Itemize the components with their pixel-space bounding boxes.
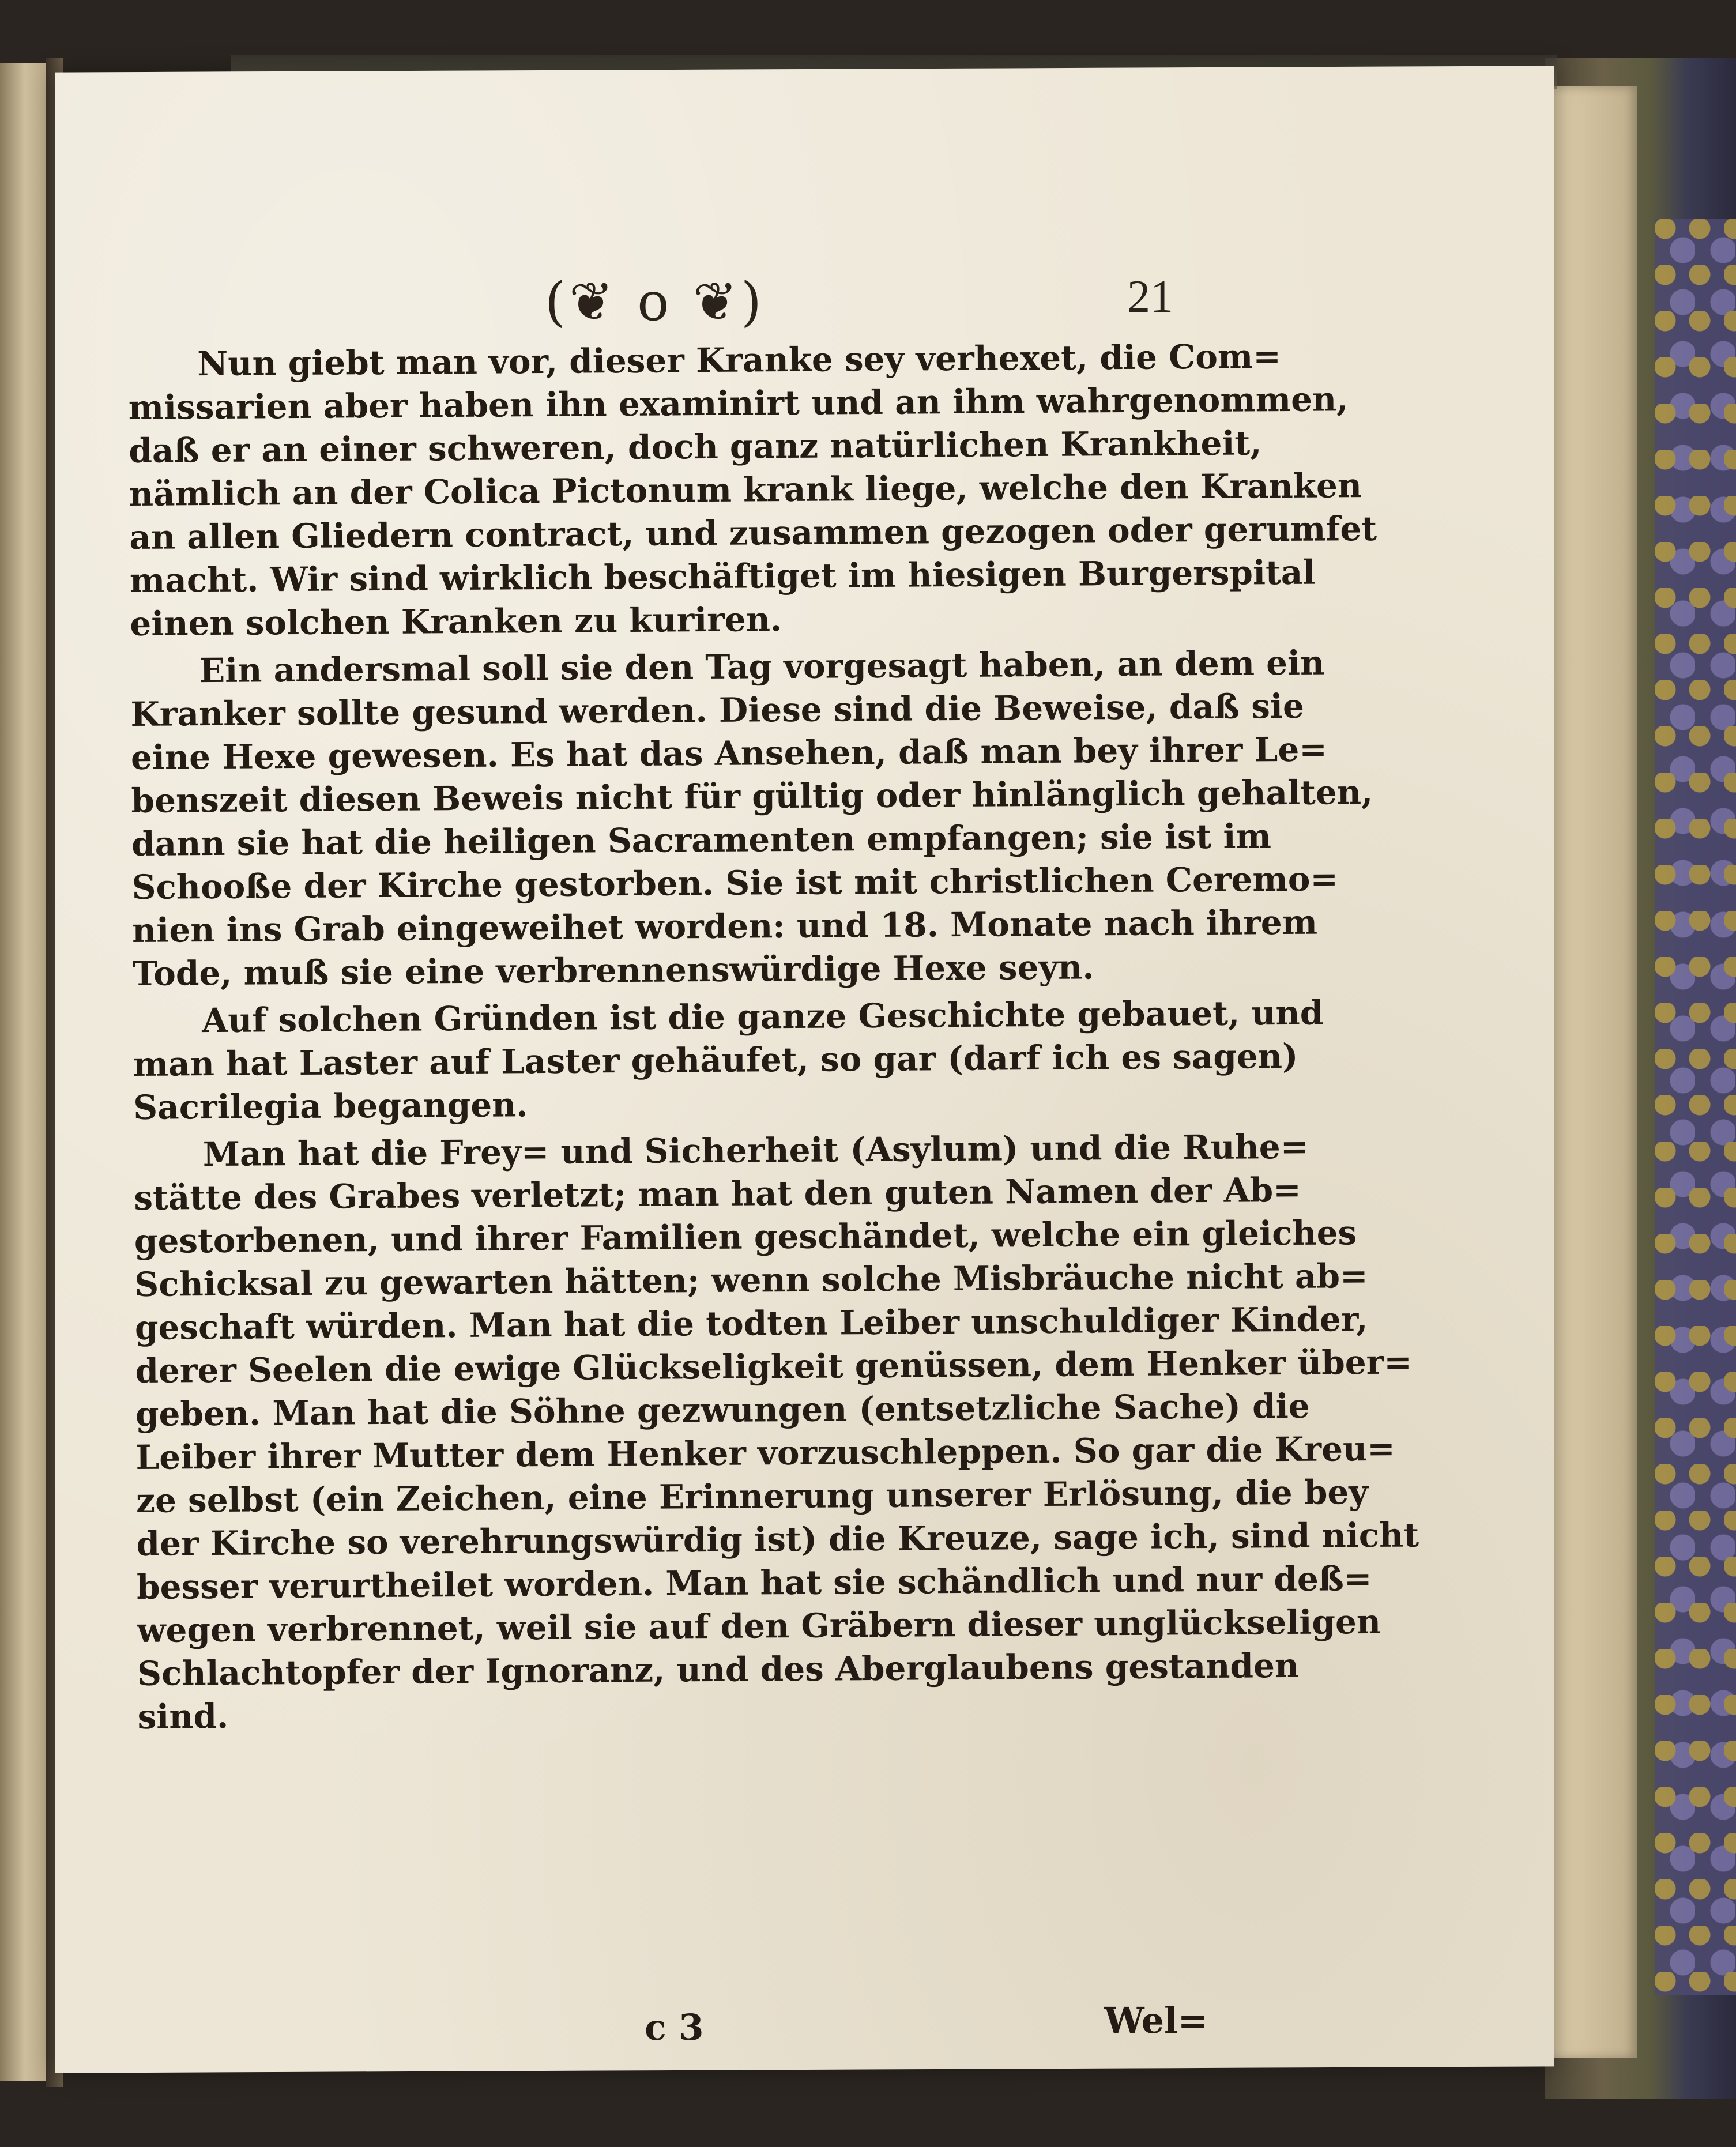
paragraph (134, 1126, 1419, 1739)
text-line: wegen verbrennet, weil sie auf den Gräbern dieser unglückseligen (137, 1602, 1381, 1650)
catchword: Wel= (1104, 1999, 1208, 2041)
text-line: besser verurtheilet worden. Man hat sie schändlich und nur deß= (136, 1558, 1372, 1607)
text-line: Leiber ihrer Mutter dem Henker vorzuschleppen. So gar die Kreu= (135, 1429, 1396, 1477)
text-line: Tode, muß sie eine verbrennenswürdige Hexe seyn. (132, 947, 1094, 993)
text-line: Ein andersmal soll sie den Tag vorgesagt haben, an dem ein (199, 643, 1325, 691)
text-line: geschaft würden. Man hat die todten Leiber unschuldiger Kinder, (134, 1300, 1368, 1347)
signature-mark: c 3 (645, 2006, 704, 2048)
text-line: Kranker sollte gesund werden. Diese sind die Beweise, daß sie (130, 686, 1305, 734)
page-number: 21 (1127, 272, 1173, 322)
text-line: einen solchen Kranken zu kuriren. (130, 600, 782, 643)
text-line: geben. Man hat die Söhne gezwungen (entsetzliche Sache) die (135, 1386, 1310, 1434)
text-line: Schicksal zu gewarten hätten; wenn solche Misbräuche nicht ab= (134, 1256, 1368, 1304)
text-line: eine Hexe gewesen. Es hat das Ansehen, daß man bey ihrer Le= (130, 729, 1328, 777)
text-line: sind. (137, 1696, 229, 1737)
text-line: Schooße der Kirche gestorben. Sie ist mit christlichen Ceremo= (131, 859, 1339, 907)
text-line: benszeit diesen Beweis nicht für gültig oder hinlänglich gehalten, (131, 772, 1373, 820)
text-line: Man hat die Frey= und Sicherheit (Asylum) und die Ruhe= (202, 1127, 1309, 1174)
paragraph (133, 992, 1324, 1129)
marbled-cover-edge (1655, 219, 1736, 1995)
text-line: nämlich an der Colica Pictonum krank liege, welche den Kranken (129, 466, 1362, 514)
text-line: an allen Gliedern contract, und zusammen gezogen oder gerumfet (129, 508, 1377, 557)
running-head (545, 271, 1208, 334)
text-line: Schlachtopfer der Ignoranz, und des Aberglaubens gestanden (137, 1645, 1300, 1693)
body-text (128, 336, 1419, 1743)
text-line: nien ins Grab eingeweihet worden: und 18. Monate nach ihrem (131, 902, 1318, 950)
text-line: ze selbst (ein Zeichen, eine Erinnerung unserer Erlösung, die bey (135, 1472, 1369, 1520)
paragraph (128, 336, 1377, 646)
text-line: man hat Laster auf Laster gehäufet, so gar (darf ich es sagen) (133, 1036, 1298, 1084)
text-line: der Kirche so verehrungswürdig ist) die Kreuze, sage ich, sind nicht (136, 1515, 1419, 1564)
text-line: dann sie hat die heiligen Sacramenten empfangen; sie ist im (131, 816, 1272, 864)
text-line: derer Seelen die ewige Glückseligkeit genüssen, dem Henker über= (135, 1342, 1413, 1391)
text-line: Nun giebt man vor, dieser Kranke sey verhexet, die Com= (197, 337, 1282, 384)
text-line: Sacrilegia begangen. (133, 1085, 528, 1127)
text-line: missarien aber haben ihn examinirt und an ihm wahrgenommen, (128, 379, 1349, 427)
text-line: stätte des Grabes verletzt; man hat den guten Namen der Ab= (134, 1170, 1301, 1218)
paragraph (130, 642, 1373, 996)
text-line: gestorbenen, und ihrer Familien geschändet, welche ein gleiches (134, 1213, 1357, 1261)
text-line: daß er an einer schweren, doch ganz natürlichen Krankheit, (129, 423, 1262, 470)
text-line: macht. Wir sind wirklich beschäftiget im hiesigen Burgerspital (129, 552, 1316, 600)
text-line: Auf solchen Gründen ist die ganze Geschichte gebauet, und (201, 993, 1324, 1041)
header-ornament: (❦ o ❦) (545, 271, 765, 333)
